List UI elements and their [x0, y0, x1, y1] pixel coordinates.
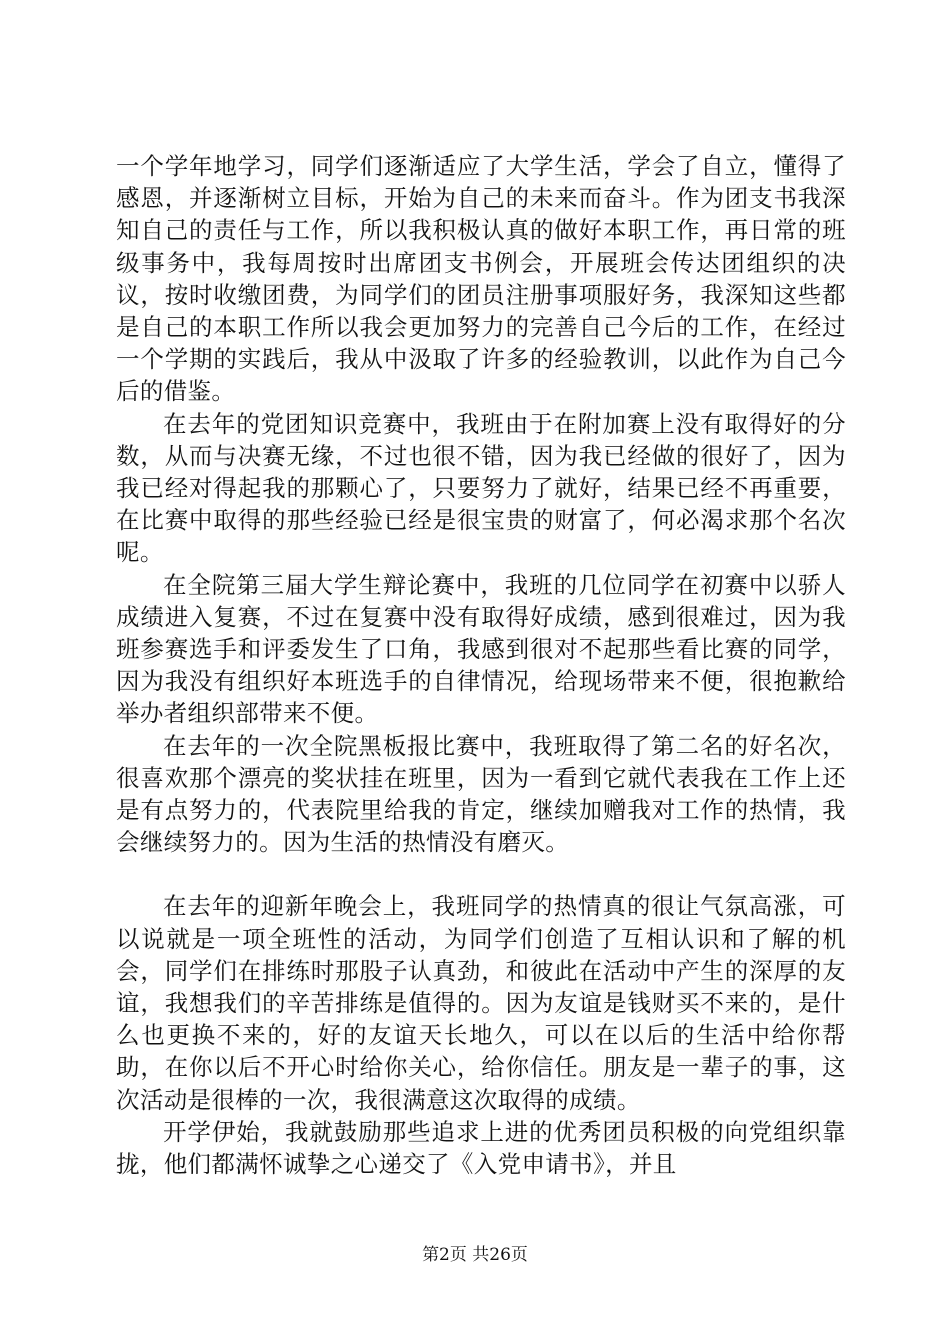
page-footer: 第2页 共26页 — [422, 1245, 528, 1265]
paragraph-5: 在去年的迎新年晚会上，我班同学的热情真的很让气氛高涨，可以说就是一项全班性的活动，为同学们创造了互相认识和了解的机会，同学们在排练时那股子认真劲，和彼此在活动中产生的深厚的友谊，我想我们的辛苦排练是值得的。因为友谊是钱财买不来的，是什么也更换不来的，好的友谊天长地久，可以在以后的生活中给你帮助，在你以后不开心时给你关心，给你信任。朋友是一辈子的事，这次活动是很棒的一次，我很满意这次取得的成绩。 — [116, 892, 846, 1114]
paragraph-1: 一个学年地学习，同学们逐渐适应了大学生活，学会了自立，懂得了感恩，并逐渐树立目标，开始为自己的未来而奋斗。作为团支书我深知自己的责任与工作，所以我积极认真的做好本职工作，再日常的班级事务中，我每周按时出席团支书例会，开展班会传达团组织的决议，按时收缴团费，为同学们的团员注册事项服好务，我深知这些都是自己的本职工作所以我会更加努力的完善自己今后的工作，在经过一个学期的实践后，我从中汲取了许多的经验教训，以此作为自己今后的借鉴。 — [116, 152, 846, 406]
paragraph-2: 在去年的党团知识竞赛中，我班由于在附加赛上没有取得好的分数，从而与决赛无缘，不过也很不错，因为我已经做的很好了，因为我已经对得起我的那颗心了，只要努力了就好，结果已经不再重要，在比赛中取得的那些经验已经是很宝贵的财富了，何必渴求那个名次呢。 — [116, 409, 846, 567]
paragraph-6: 开学伊始，我就鼓励那些追求上进的优秀团员积极的向党组织靠拢，他们都满怀诚挚之心递交了《入党申请书》，并且 — [116, 1117, 846, 1179]
body-text — [116, 150, 846, 1180]
paragraph-3: 在全院第三届大学生辩论赛中，我班的几位同学在初赛中以骄人成绩进入复赛，不过在复赛中没有取得好成绩，感到很难过，因为我班参赛选手和评委发生了口角，我感到很对不起那些看比赛的同学，因为我没有组织好本班选手的自律情况，给现场带来不便，很抱歉给举办者组织部带来不便。 — [116, 570, 846, 728]
paragraph-4: 在去年的一次全院黑板报比赛中，我班取得了第二名的好名次，很喜欢那个漂亮的奖状挂在班里，因为一看到它就代表我在工作上还是有点努力的，代表院里给我的肯定，继续加赠我对工作的热情，我会继续努力的。因为生活的热情没有磨灭。 — [116, 731, 846, 857]
